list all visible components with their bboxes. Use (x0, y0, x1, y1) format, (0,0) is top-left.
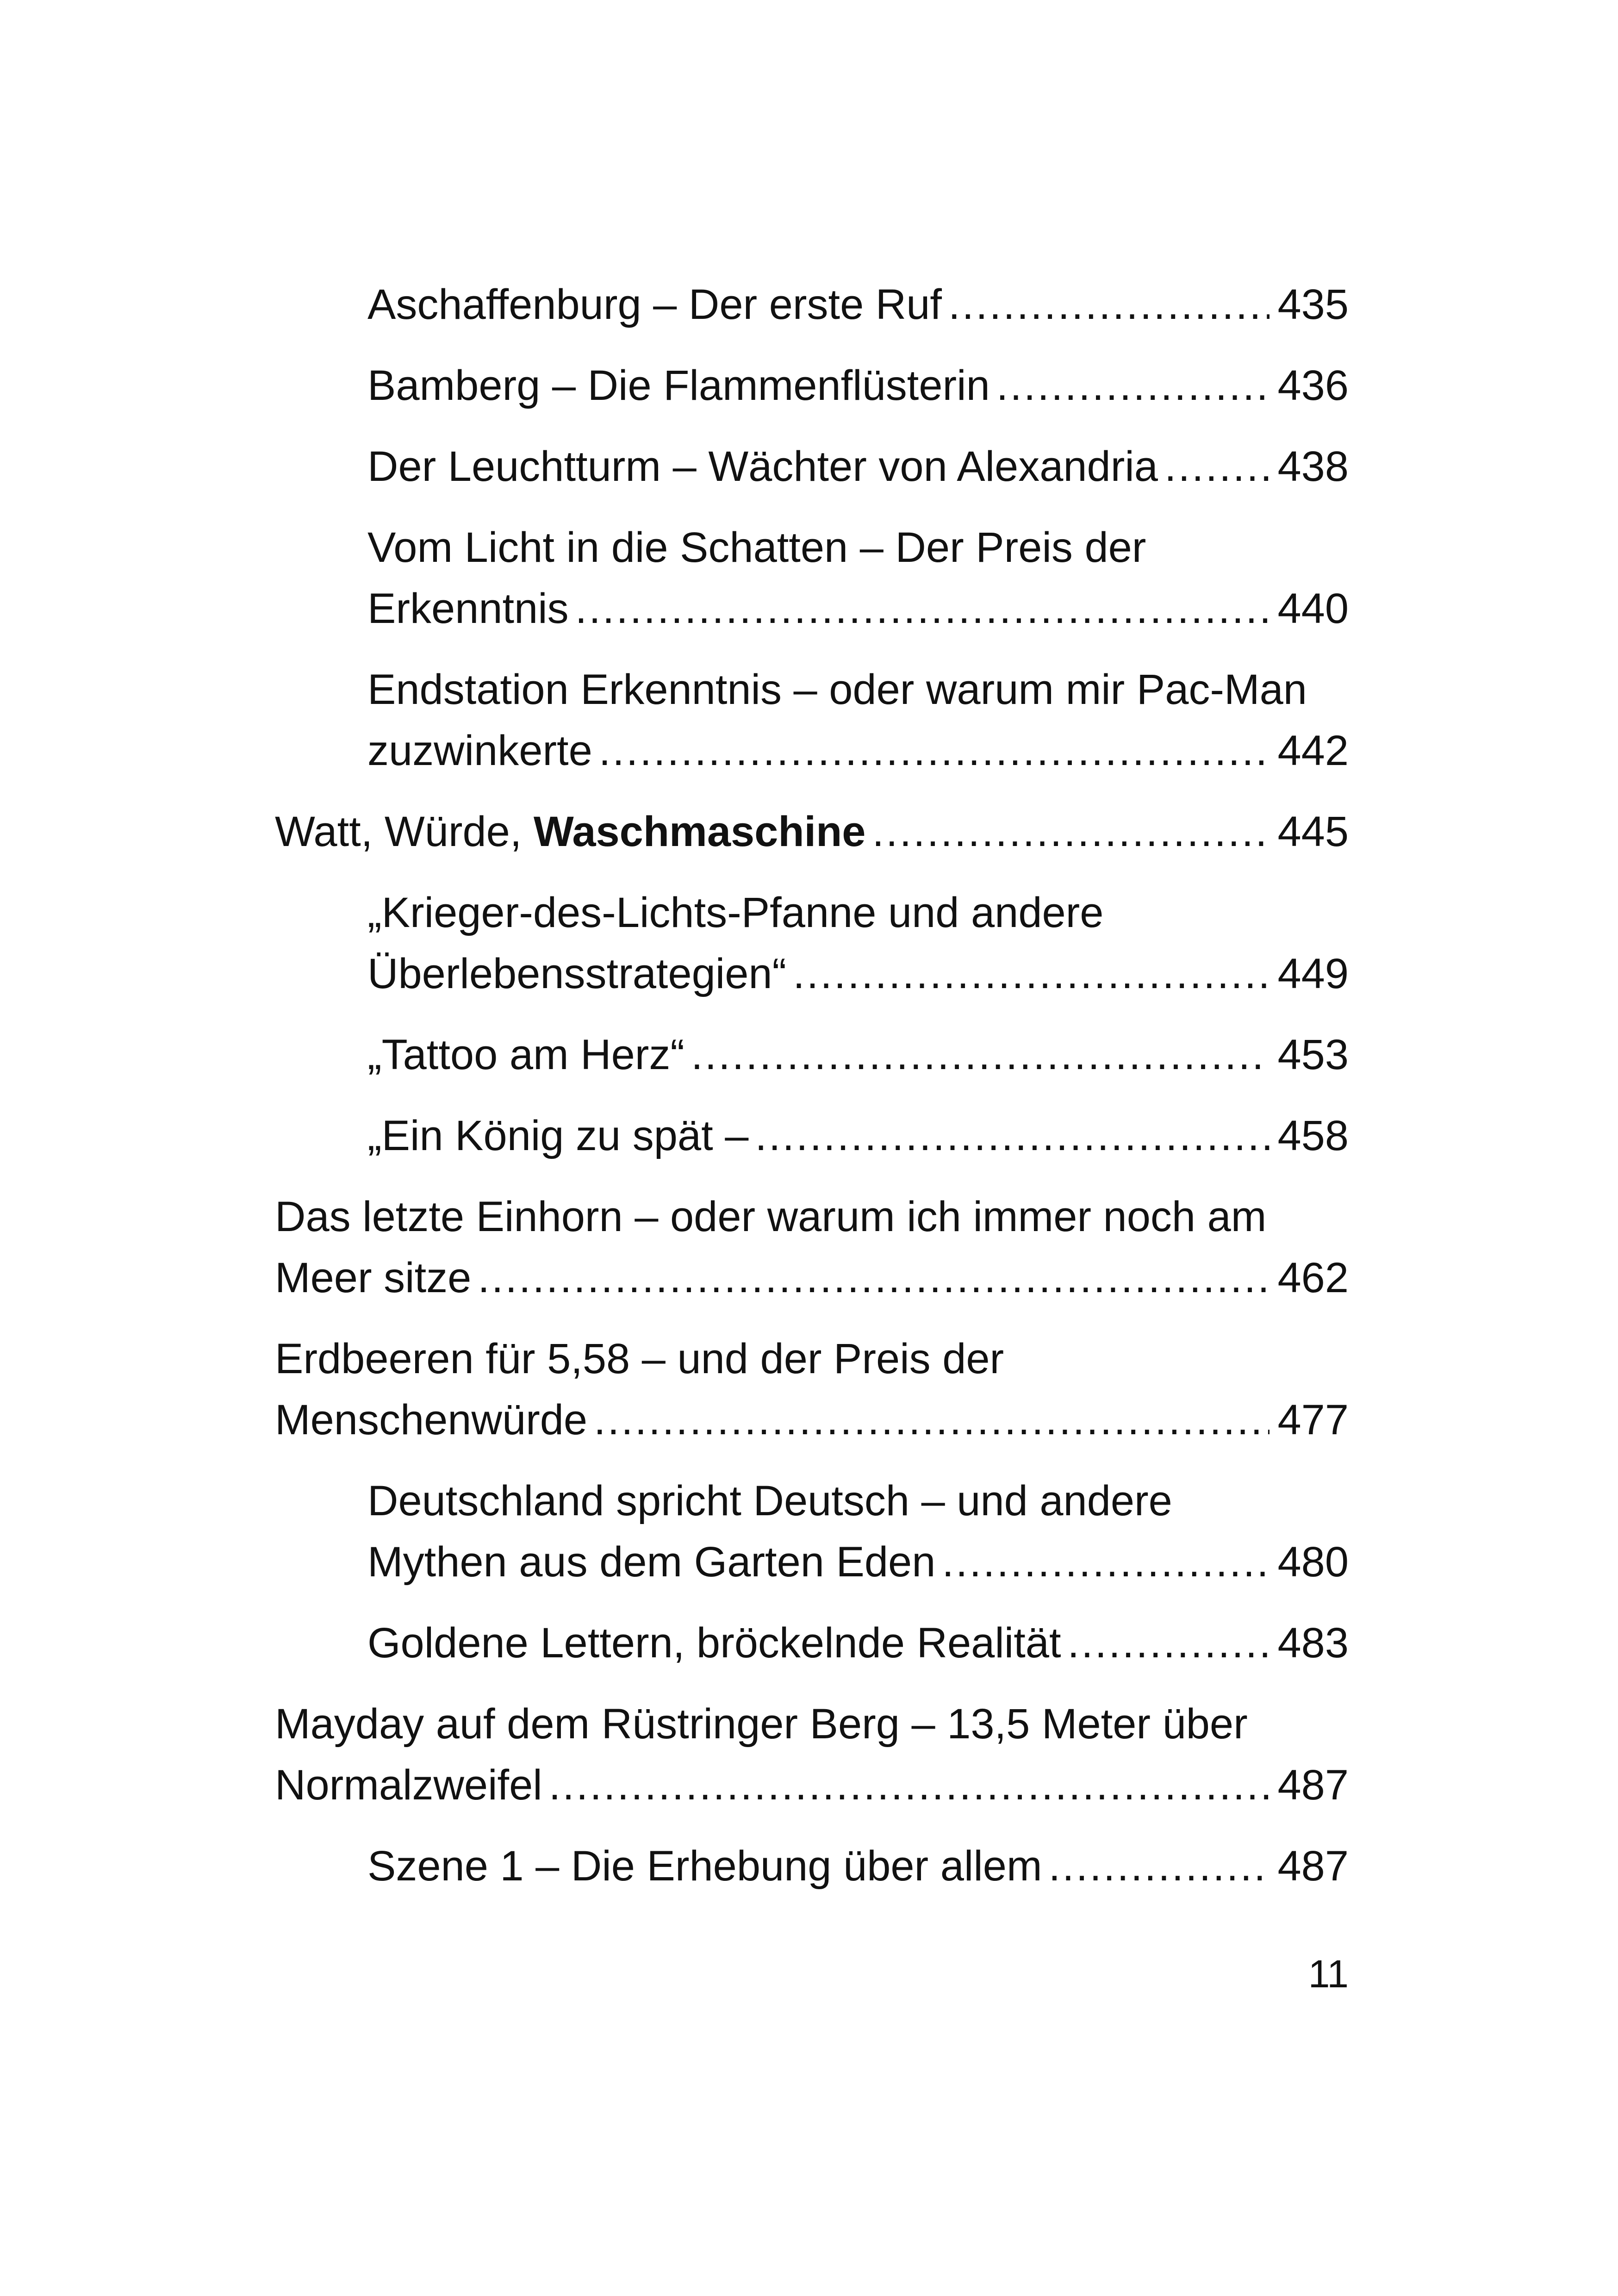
toc-entry (275, 801, 1349, 862)
toc-entry-title-line: Mayday auf dem Rüstringer Berg – 13,5 Meter über (275, 1700, 1248, 1748)
toc-entry-line (367, 1531, 1349, 1593)
toc-entry-title: Aschaffenburg – Der erste Ruf (367, 281, 942, 328)
toc-entry-line (367, 943, 1349, 1004)
dot-leader (599, 720, 1270, 781)
toc-entry-title (275, 801, 865, 862)
toc-entry-title: Meer sitze (275, 1254, 472, 1301)
toc-entry (275, 436, 1349, 497)
toc-entry-title: Überlebensstrategien“ (367, 950, 787, 997)
dot-leader (575, 578, 1270, 639)
toc-entry-title-bold: Waschmaschine (533, 808, 866, 855)
dot-leader (691, 1024, 1269, 1085)
toc-entry-title-line: Erdbeeren für 5,58 – und der Preis der (275, 1335, 1004, 1382)
dot-leader (872, 801, 1269, 862)
dot-leader (755, 1105, 1269, 1166)
toc-entry (275, 274, 1349, 335)
toc-entry (275, 1836, 1349, 1897)
toc-entry-line (275, 1755, 1349, 1816)
toc-page-number: 483 (1277, 1619, 1349, 1667)
toc-page-number: 453 (1277, 1031, 1349, 1078)
toc-page-number: 462 (1277, 1254, 1349, 1301)
toc-entry (275, 882, 1349, 1004)
toc-entry-line (367, 1612, 1349, 1674)
page-number: 11 (1308, 1952, 1349, 1996)
toc-entry (275, 1693, 1349, 1816)
toc-entry (275, 1612, 1349, 1674)
dot-leader (996, 355, 1270, 416)
dot-leader (1049, 1836, 1270, 1897)
toc-entry-title-line: Endstation Erkenntnis – oder warum mir Pac-Man (367, 666, 1307, 713)
dot-leader (1068, 1612, 1270, 1674)
dot-leader (549, 1755, 1270, 1816)
toc-entry-title-line: Das letzte Einhorn – oder warum ich immer noch am (275, 1193, 1267, 1240)
toc-entry (275, 1186, 1349, 1308)
toc-entry-title: „Tattoo am Herz“ (367, 1031, 685, 1078)
toc-entry-title-line: Vom Licht in die Schatten – Der Preis der (367, 524, 1146, 571)
toc-entry (275, 659, 1349, 781)
toc-page-number: 436 (1277, 362, 1349, 409)
toc-entry-line (367, 1836, 1349, 1897)
dot-leader (793, 943, 1269, 1004)
toc-page-number: 477 (1277, 1396, 1349, 1444)
toc-entry-line (367, 578, 1349, 639)
dot-leader (948, 274, 1270, 335)
toc-entry-title: Goldene Lettern, bröckelnde Realität (367, 1619, 1061, 1667)
toc-page-number: 480 (1277, 1538, 1349, 1586)
toc-page-number: 449 (1277, 950, 1349, 997)
toc-entry-title: Bamberg – Die Flammenflüsterin (367, 362, 990, 409)
toc-page-number: 440 (1277, 585, 1349, 632)
toc-page-number: 487 (1277, 1761, 1349, 1809)
toc-page-number: 442 (1277, 727, 1349, 774)
toc-entry (275, 1328, 1349, 1450)
toc-entry-title: Normalzweifel (275, 1761, 542, 1809)
toc-entry-line (367, 355, 1349, 416)
toc-page-number: 458 (1277, 1112, 1349, 1159)
toc-entry-line (367, 274, 1349, 335)
toc-entry-title: Der Leuchtturm – Wächter von Alexandria (367, 443, 1158, 490)
toc-entry-line (275, 801, 1349, 862)
toc-page-number: 487 (1277, 1842, 1349, 1890)
toc-entry (275, 355, 1349, 416)
toc-entry-title: zuzwinkerte (367, 727, 592, 774)
toc-entry-title-line: Deutschland spricht Deutsch – und andere (367, 1477, 1172, 1524)
dot-leader (1164, 436, 1270, 497)
toc-entry-title-regular: Watt, Würde, (275, 808, 534, 855)
dot-leader (478, 1247, 1269, 1308)
toc-entry-line (367, 1105, 1349, 1166)
toc-page-number: 438 (1277, 443, 1349, 490)
toc-entry-line (367, 720, 1349, 781)
toc-entry-line (275, 1389, 1349, 1450)
toc-entry-line (275, 1247, 1349, 1308)
toc-entry-title: Mythen aus dem Garten Eden (367, 1538, 936, 1586)
toc-entry-title: Szene 1 – Die Erhebung über allem (367, 1842, 1042, 1890)
toc-entry (275, 1024, 1349, 1085)
table-of-contents (275, 274, 1349, 1916)
toc-entry (275, 1105, 1349, 1166)
toc-entry (275, 1470, 1349, 1593)
toc-entry-line (367, 436, 1349, 497)
toc-entry-title: Menschenwürde (275, 1396, 588, 1444)
toc-entry-title: Erkenntnis (367, 585, 569, 632)
toc-page-number: 435 (1277, 281, 1349, 328)
dot-leader (942, 1531, 1269, 1593)
dot-leader (594, 1389, 1269, 1450)
toc-entry-title: „Ein König zu spät – (367, 1112, 749, 1159)
toc-entry-line (367, 1024, 1349, 1085)
toc-entry-title-line: „Krieger-des-Lichts-Pfanne und andere (367, 889, 1104, 936)
toc-entry (275, 517, 1349, 639)
toc-page-number: 445 (1277, 808, 1349, 855)
